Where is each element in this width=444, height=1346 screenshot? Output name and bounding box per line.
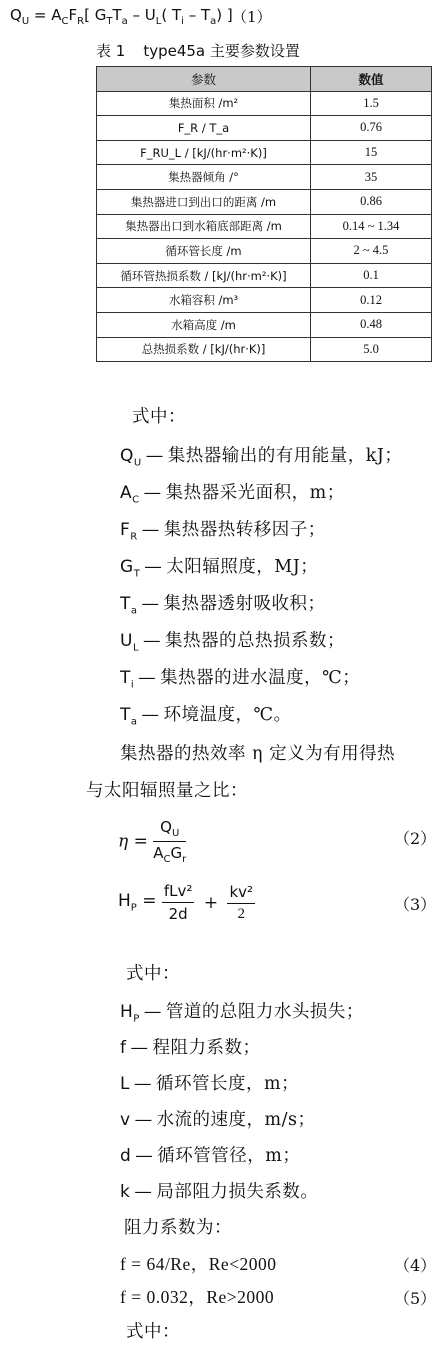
equation-2-number: （2） — [394, 829, 437, 848]
table-row — [97, 140, 432, 165]
value-cell: 0.1 — [311, 263, 432, 288]
where-label-2: 式中： — [126, 964, 180, 984]
definition-d: d — 循环管管径，m； — [120, 1146, 301, 1166]
equation-3: $H_P$ = $\frac{\text{fLv²}}{2d}$ + $\frac{\text{kv²}}{2}$ — [118, 882, 254, 923]
equation-5-number: （5） — [394, 1289, 437, 1308]
equation-5: f = 0.032，Re>2000 — [120, 1287, 275, 1307]
table-row — [97, 189, 432, 214]
param-cell: 水箱高度 /m — [97, 312, 311, 337]
table-row — [97, 312, 432, 337]
param-cell: 集热器进口到出口的距离 /m — [97, 189, 311, 214]
paragraph-line-1: 集热器的热效率 η 定义为有用得热 — [120, 744, 396, 764]
definition-v: v — 水流的速度，m/s； — [120, 1110, 316, 1130]
param-cell: 集热面积 /m² — [97, 91, 311, 116]
header-param: 参数 — [97, 67, 311, 92]
definition-hp: $H_P$ — 管道的总阻力水头损失； — [120, 1002, 364, 1025]
value-cell: 0.48 — [311, 312, 432, 337]
resistance-intro: 阻力系数为： — [124, 1218, 232, 1238]
equation-3-fraction-1: $\frac{\text{fLv²}}{2d}$ — [163, 882, 193, 923]
table-row — [97, 116, 432, 141]
definition-k: k — 局部阻力损失系数。 — [120, 1182, 319, 1202]
definition-ta: $T_a$ — 集热器透射吸收积； — [120, 594, 326, 617]
definition-fr: $F_R$ — 集热器热转移因子； — [120, 520, 326, 543]
parameter-table — [96, 66, 432, 362]
param-cell: F_R / T_a — [97, 116, 311, 141]
equation-2: η = $\frac{Q_U}{A_CG_r}$ — [118, 818, 187, 865]
value-cell: 2 ~ 4.5 — [311, 239, 432, 264]
definition-qu: $Q_U$ — 集热器输出的有用能量，kJ； — [120, 446, 403, 469]
definition-gt: $G_T$ — 太阳辐照度，MJ； — [120, 557, 319, 580]
definition-f: f — 程阻力系数； — [120, 1038, 261, 1058]
definition-l: L — 循环管长度，m； — [120, 1074, 300, 1094]
paragraph-line-2: 与太阳辐照量之比： — [86, 781, 248, 801]
table-row — [97, 91, 432, 116]
equation-1: $Q_U = A_CF_R$[ $G_TT_a - U_L$( $T_i - T_a$) ] — [10, 6, 233, 27]
where-label-1: 式中： — [132, 407, 186, 427]
param-cell: 循环管长度 /m — [97, 239, 311, 264]
value-cell: 35 — [311, 165, 432, 190]
equation-4: f = 64/Re，Re<2000 — [120, 1254, 277, 1274]
equation-1-number: （1） — [232, 8, 272, 26]
value-cell: 0.12 — [311, 288, 432, 313]
value-cell: 0.86 — [311, 189, 432, 214]
value-cell: 1.5 — [311, 91, 432, 116]
value-cell: 15 — [311, 140, 432, 165]
table-row — [97, 288, 432, 313]
table-row — [97, 337, 432, 362]
table-header-row — [97, 67, 432, 92]
param-cell: 循环管热损系数 / [kJ/(hr·m²·K)] — [97, 263, 311, 288]
value-cell: 0.14 ~ 1.34 — [311, 214, 432, 239]
equation-4-number: （4） — [394, 1256, 437, 1275]
header-value: 数值 — [311, 67, 432, 92]
definition-ul: $U_L$ — 集热器的总热损系数； — [120, 631, 346, 654]
equation-3-number: （3） — [394, 895, 437, 914]
table-row — [97, 239, 432, 264]
param-cell: 集热器倾角 /° — [97, 165, 311, 190]
table-row — [97, 165, 432, 190]
table-caption — [96, 40, 300, 61]
equation-3-fraction-2: $\frac{\text{kv²}}{2}$ — [229, 882, 254, 922]
definition-ta-ambient: $T_a$ — 环境温度，℃。 — [120, 705, 292, 728]
value-cell: 5.0 — [311, 337, 432, 362]
equation-2-fraction: $\frac{Q_U}{A_CG_r}$ — [153, 818, 187, 865]
table-row — [97, 214, 432, 239]
definition-ac: $A_C$ — 集热器采光面积，m； — [120, 483, 345, 506]
table-caption-title: type45a 主要参数设置 — [143, 42, 300, 60]
table-caption-label: 表 1 — [96, 42, 126, 60]
param-cell: 水箱容积 /m³ — [97, 288, 311, 313]
param-cell: 集热器出口到水箱底部距离 /m — [97, 214, 311, 239]
table-row — [97, 263, 432, 288]
param-cell: 总热损系数 / [kJ/(hr·K)] — [97, 337, 311, 362]
param-cell: F_RU_L / [kJ/(hr·m²·K)] — [97, 140, 311, 165]
value-cell: 0.76 — [311, 116, 432, 141]
where-label-3: 式中： — [126, 1322, 180, 1342]
definition-ti: $T_i$ — 集热器的进水温度，℃； — [120, 668, 361, 691]
